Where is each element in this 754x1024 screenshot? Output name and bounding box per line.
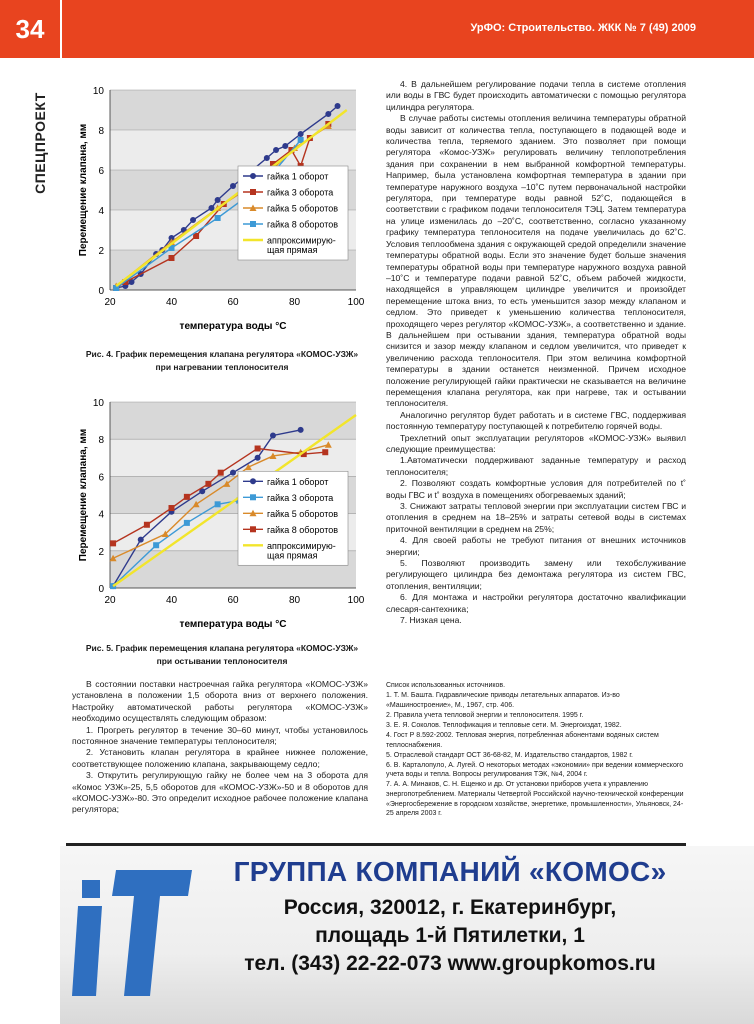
legend-label: щая прямая [267, 550, 318, 561]
paragraph: 2. Установить клапан регулятора в крайнее нижнее положение, соответствующее положению клапана, закрывающему седло; [72, 747, 368, 769]
figure-4-caption-line2: при нагревании теплоносителя [155, 362, 289, 372]
reference-item: 4. Гост Р 8.592-2002. Тепловая энергия, потребленная абонентами водяных систем теплоснабжения. [386, 731, 659, 749]
data-point [215, 501, 221, 507]
data-point [273, 147, 279, 153]
y-axis-label: Перемещение клапана, мм [78, 428, 89, 562]
address-line1: Россия, 320012, г. Екатеринбург, [283, 896, 617, 919]
paragraph: Трехлетний опыт эксплуатации регуляторов «КОМОС-УЗЖ» выявил следующие преимущества: [386, 432, 686, 454]
figure-5-caption-line1: Рис. 5. График перемещения клапана регулятора «КОМОС-УЗЖ» [85, 643, 359, 653]
grid-band [110, 130, 356, 170]
y-tick-label: 2 [98, 246, 104, 257]
reference-item: 3. Е. Я. Соколов. Теплофикация и тепловые сети. М. Энергоиздат, 1982. [386, 721, 622, 729]
data-point [325, 111, 331, 117]
x-tick-label: 100 [347, 297, 365, 308]
y-tick-label: 0 [98, 584, 104, 595]
x-tick-label: 40 [165, 297, 178, 308]
legend-marker [250, 189, 256, 195]
figure-4-chart [62, 78, 384, 340]
right-column-text [386, 79, 686, 627]
reference-item: 1. Т. М. Башта. Гидравлические приводы летательных аппаратов. Из-во «Машиностроение», М., 1967, стр. 406. [386, 692, 620, 709]
contact-line: тел. (343) 22-22-073 www.groupkomos.ru [244, 952, 656, 975]
address-line2: площадь 1-й Пятилетки, 1 [315, 924, 585, 947]
y-axis-label: Перемещение клапана, мм [78, 123, 89, 257]
data-point [298, 131, 304, 137]
reference-item: 7. А. А. Минаков, С. Н. Ещенко и др. От установки приборов учета к управлению энергопотреблением. Материалы Четвертой Российской научно-технической конференции «Энергосбережение в городском хозяйстве, энергетике, промышленности», Ульяновск, 24-25 апреля 2003 г. [386, 781, 684, 818]
section-label [22, 75, 48, 215]
data-point [184, 494, 190, 500]
list-item: 1.Автоматически поддерживают заданные температуру и расход теплоносителя; [386, 455, 686, 477]
legend-label: гайка 5 оборотов [267, 203, 339, 214]
y-tick-label: 8 [98, 126, 104, 137]
data-point [205, 481, 211, 487]
x-tick-label: 100 [347, 595, 365, 606]
y-tick-label: 6 [98, 166, 104, 177]
grid-band [110, 90, 356, 130]
y-tick-label: 10 [92, 86, 104, 97]
x-tick-label: 80 [288, 297, 301, 308]
x-tick-label: 40 [165, 595, 178, 606]
list-item: 6. Для монтажа и настройки регулятора достаточно квалификации слесаря-сантехника; [386, 592, 686, 614]
data-point [215, 197, 221, 203]
data-point [215, 215, 221, 221]
list-item: 3. Снижают затраты тепловой энергии при эксплуатации систем ГВС и отопления в среднем на 18–25% и затраты сетевой воды в системах приточной вентиляции в среднем на 25%; [386, 501, 686, 534]
left-column-text [72, 679, 368, 816]
reference-item: 6. В. Карталопуло, А. Лугей. О некоторых методах «экономии» при ведении коммерческого учета воды и тепла. Вопросы регулирования ТЭК, №4, 2004 г. [386, 761, 684, 779]
data-point [335, 103, 341, 109]
data-point [270, 432, 276, 438]
y-tick-label: 4 [98, 206, 104, 217]
reference-item: 2. Правила учета тепловой энергии и теплоносителя. 1995 г. [386, 711, 584, 719]
legend-marker [250, 173, 256, 179]
data-point [169, 255, 175, 261]
data-point [255, 455, 261, 461]
company-logo [72, 862, 192, 1002]
list-item: 2. Позволяют создать комфортные условия для потребителей по t˚ воды ГВС и t˚ воздуха в помещениях обогреваемых зданий; [386, 478, 686, 500]
list-item: 7. Низкая цена. [400, 615, 462, 626]
legend-label: гайка 3 оборота [267, 492, 334, 503]
list-item: 5. Позволяют производить замену или техобслуживание регулирующего цилиндра без демонтажа регулятора из систем ГВС, отопления, вентиляции; [386, 558, 686, 591]
y-tick-label: 4 [98, 509, 104, 521]
legend-marker [250, 221, 256, 227]
legend-label: гайка 8 оборотов [267, 219, 339, 230]
x-tick-label: 60 [227, 297, 239, 308]
data-point [230, 470, 236, 476]
y-tick-label: 8 [98, 435, 104, 447]
x-tick-label: 20 [104, 595, 116, 606]
figure-5-caption-line2: при остывании теплоносителя [156, 656, 288, 666]
company-name: ГРУППА КОМПАНИЙ «КОМОС» [233, 856, 667, 887]
legend-label: щая прямая [267, 245, 318, 255]
data-point [282, 143, 288, 149]
legend-label: аппроксимирую- [267, 235, 336, 246]
figure-5-caption [62, 642, 382, 668]
section-label-text: СПЕЦПРОЕКТ [32, 92, 48, 194]
data-point [298, 427, 304, 433]
header-divider [60, 0, 62, 58]
legend-label: гайка 1 оборот [267, 171, 329, 182]
y-tick-label: 10 [92, 398, 104, 409]
legend-label: гайка 8 оборотов [267, 524, 339, 535]
data-point [322, 449, 328, 455]
legend-marker [250, 478, 256, 484]
references [386, 681, 686, 819]
figure-5-chart [62, 390, 384, 638]
legend-label: гайка 1 оборот [267, 476, 329, 487]
data-point [230, 183, 236, 189]
reference-item: 5. Отраслевой стандарт ОСТ 36-68-82, М. Издательство стандартов, 1982 г. [386, 751, 633, 759]
legend-marker [250, 526, 256, 532]
paragraph: В случае работы системы отопления величина температуры обратной воды зависит от количества тепла, поступающего в подающей воде и количества тепла, теряемого зданием. Это позволяет при помощи регулятора «Комос-УЗЖ» регулировать величину теплопотребления здания при сохранении в нем выбранной комфортной температуры. Например, была установлена комфортная температура в здании при температуре наружного воздуха –10˚С путем первоначальной настройки регулятора, при температуре воды равной 52˚С, подающейся в соответствии с графиком подачи теплоносителя ТЭЦ. Затем температура на улице изменилась до –20˚С, соответственно, согласно указанному графику температура теплоносителя на подаче увеличилась до 62˚С. Условия теплообмена здания с окружающей средой определили значение температуры обратной воды. Если это значение будет больше значения температуры обратной воды при температуре наружного воздуха равной –10˚С и температуре подачи равной 52˚С, объем рабочей жидкости, находящейся в управляющем цилиндре увеличится и произойдет перемещение штока вниз, то есть уменьшится зазор между клапаном и седлом. Это приведет к уменьшению количества теплоносителя, проходящего через регулятор «КОМОС-УЗЖ», а соответственно и здание. В дальнейшем при остывании здания, температура обратной воды снизится и зазор между клапаном и седлом увеличится, что приведет к увеличению расхода теплоносителя. При этом величина комфортной температуры в здании останется неизменной. Причем исходное положение регулирующей гайки практически не сказывается на величине перемещения клапана регулятора, как при нагреве, так и остывании теплоносителя. [386, 113, 686, 409]
x-tick-label: 80 [288, 595, 301, 606]
grid-band [110, 402, 356, 439]
x-tick-label: 60 [227, 595, 239, 606]
y-tick-label: 6 [98, 472, 104, 484]
legend-label: гайка 5 оборотов [267, 508, 339, 519]
legend-marker [250, 494, 256, 500]
data-point [153, 542, 159, 548]
figure-4-caption [62, 348, 382, 374]
data-point [169, 505, 175, 511]
data-point [218, 470, 224, 476]
data-point [208, 205, 214, 211]
journal-title: УрФО: Строительство. ЖКК № 7 (49) 2009 [470, 22, 696, 34]
references-title: Список использованных источников. [386, 682, 506, 689]
figure-4-caption-line1: Рис. 4. График перемещения клапана регулятора «КОМОС-УЗЖ» [85, 349, 359, 359]
y-tick-label: 0 [98, 286, 104, 297]
paragraph: Аналогично регулятор будет работать и в системе ГВС, поддерживая постоянную температуру поступающей к потребителю горячей воды. [386, 409, 686, 432]
legend-label: гайка 3 оборота [267, 187, 334, 198]
paragraph: 4. В дальнейшем регулирование подачи тепла в системе отопления или воды в ГВС будет происходить автоматически с помощью регулятора цилиндра регулятора. [386, 79, 686, 112]
data-point [144, 522, 150, 528]
x-axis-label: температура воды °С [179, 321, 287, 332]
paragraph: В состоянии поставки настроечная гайка регулятора «КОМОС-УЗЖ» установлена в положении 1,5 оборота вниз от верхнего положения. Настройку автоматической работы регулятора «КОМОС-УЗЖ» необходимо осуществлять следующим образом: [72, 679, 368, 724]
data-point [138, 537, 144, 543]
y-tick-label: 2 [98, 546, 104, 558]
data-point [110, 540, 116, 546]
paragraph: 1. Прогреть регулятор в течение 30–60 минут, чтобы установилось постоянное значение температуры теплоносителя; [72, 724, 368, 747]
x-tick-label: 20 [104, 297, 116, 308]
x-axis-label: температура воды °С [179, 619, 287, 630]
data-point [190, 217, 196, 223]
page-number: 34 [0, 0, 60, 58]
data-point [264, 155, 270, 161]
list-item: 4. Для своей работы не требуют питания от внешних источников энергии; [386, 535, 686, 557]
data-point [184, 520, 190, 526]
paragraph: 3. Открутить регулирующую гайку не более чем на 3 оборота для «Комос УЗЖ»-25, 5,5 оборотов для «КОМОС-УЗЖ»-50 и 8 оборотов для «КОМОС-УЗЖ»-80. Это определит исходное рабочее положение клапана регулятора; [72, 770, 368, 815]
data-point [255, 446, 261, 452]
legend-label: аппроксимирую- [267, 540, 336, 551]
